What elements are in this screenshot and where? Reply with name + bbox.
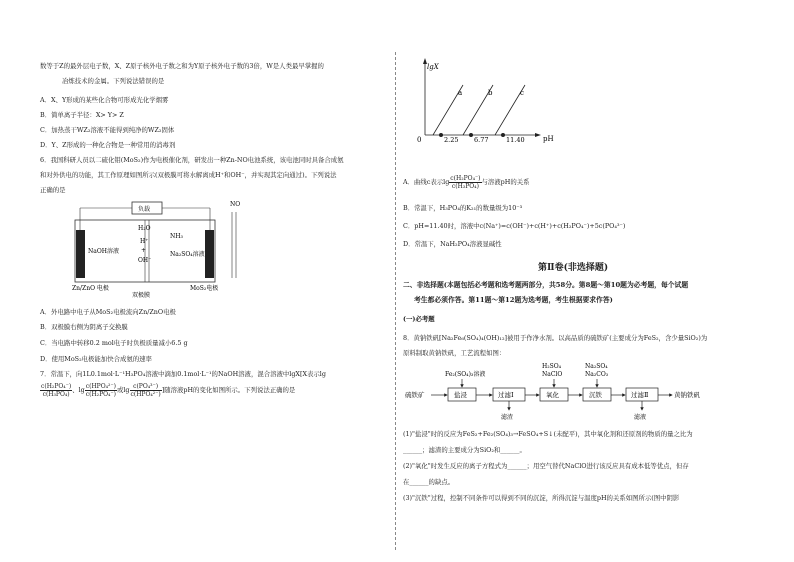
mos2-electrode <box>205 230 214 278</box>
section-instructions-2: 考生都必须作答。第11题～第12题为选考题，考生根据要求作答) <box>414 296 613 304</box>
label-na2so4: Na₂SO₄溶液 <box>170 251 205 258</box>
origin-label: 0 <box>417 136 422 144</box>
label-h2o: H₂O <box>138 225 151 232</box>
section-instructions-1: 二、非选择题(本题包括必考题和选考题两部分，共58分。第8题～第10题为必考题，每个试题 <box>403 281 689 289</box>
label-zn-electrode: Zn/ZnO 电极 <box>72 285 109 292</box>
point-3 <box>501 133 505 137</box>
column-divider <box>395 52 396 550</box>
part-ii-title: 第Ⅱ卷(非选择题) <box>538 263 609 273</box>
separator-2: 或lg <box>116 386 130 394</box>
flow-fe2so4-input: Fe₂(SO₄)₃溶液 <box>445 371 486 378</box>
label-no: NO <box>230 201 241 208</box>
y-axis-label: lgX <box>427 63 439 71</box>
flow-filter1: 过滤Ⅰ <box>498 391 514 399</box>
q7-option-c: C．pH=11.40时，溶液中c(Na⁺)=c(OH⁻)+c(H⁺)+c(H₂PO₄⁻)+5c(PO₄³⁻) <box>403 222 626 230</box>
q5-option-d: D．Y、Z形成的一种化合物是一种常用的消毒剂 <box>40 141 176 149</box>
series-c-label: c <box>520 89 524 97</box>
separator-1: 、lg <box>72 386 85 394</box>
flow-filtrate: 滤液 <box>634 414 647 421</box>
q6-option-a: A．外电路中电子从MoS₂电极流向Zn/ZnO电极 <box>40 308 176 316</box>
q8-stem-2: 原料制取黄钠铁矾，工艺流程如图： <box>403 349 506 357</box>
flow-naclo-input: NaClO <box>542 371 563 378</box>
q7a-prefix: A．曲线c表示lg <box>403 178 450 186</box>
q6-stem-2: 和对外供电的功能，其工作原理如图所示(双极膜可将水解离成H⁺和OH⁻，并实现其定向通过)。下列说法 <box>40 171 337 179</box>
intro-line-1: 数等于Z的最外层电子数，X、Z原子核外电子数之和为Y原子核外电子数的3倍，W是人类最早掌握的 <box>40 62 324 70</box>
flow-ore: 硫铁矿 <box>405 391 425 399</box>
tick-11-40: 11.40 <box>506 136 525 144</box>
flow-filter2: 过滤Ⅱ <box>631 391 649 399</box>
flow-residue: 滤渣 <box>501 414 514 421</box>
q7-option-b: B．常温下，H₃PO₄的K₂₁的数量级为10⁻³ <box>403 204 523 212</box>
process-flow-diagram <box>403 360 758 422</box>
series-a-label: a <box>458 89 463 97</box>
q6-option-b: B．双极膜右侧为阴离子交换膜 <box>40 323 128 331</box>
q8-part1-line-1: (1)"盐浸"时的反应为FeS₂+Fe₂(SO₄)₃→FeSO₄+S↓(未配平)，其中氧化剂和还原剂的物质的量之比为 <box>403 430 693 438</box>
label-hplus: H⁺ <box>140 238 149 245</box>
flow-na2so4-input: Na₂SO₄ <box>585 363 608 370</box>
series-b-label: b <box>488 89 493 97</box>
fraction-2: $\frac{\text{c(HPO₄²⁻)}}{\text{c(H₂PO₄⁻)}}$ <box>85 383 116 398</box>
point-1 <box>439 133 443 137</box>
tick-2-25: 2.25 <box>444 136 459 144</box>
q7-option-a <box>403 175 530 190</box>
q8-part1-line-2: ______；滤渣的主要成分为SiO₂和______。 <box>403 446 526 454</box>
q8-part2-line-1: (2)"氧化"时发生反应的离子方程式为______；用空气替代NaClO进行该反应具有成本低等优点，但存 <box>403 462 689 470</box>
label-bipolar-membrane: 双极膜 <box>132 292 151 298</box>
flow-leach: 盐浸 <box>454 391 467 399</box>
q6-stem-1: 6．我国科研人员以二硫化钼(MoS₂)作为电极催化剂，研发出一种Zn-NO电池系统，该电池同时具备合成氨 <box>40 156 344 164</box>
label-load: 负载 <box>138 206 151 213</box>
fraction-3: $\frac{\text{c(PO₄³⁻)}}{\text{c(HPO₄²⁻)}}$ <box>130 383 161 398</box>
x-axis-label: pH <box>543 135 554 143</box>
zn-electrode <box>76 230 85 278</box>
required-section-label: (一)必考题 <box>403 315 435 323</box>
fraction-1: $\frac{\text{c(H₂PO₄⁻)}}{\text{c(H₃PO₄)}}$ <box>41 383 72 398</box>
label-plus: + <box>141 247 147 254</box>
q8-stem-1: 8．黄钠铁矾[Na₂Fe₆(SO₄)₄(OH)₁₂]被用于作净水剂。以高品质的硫铁矿(主要成分为FeS₂，含少量SiO₂)为 <box>403 334 708 342</box>
flow-na2co3-input: Na₂CO₃ <box>585 371 609 378</box>
label-naoh: NaOH溶液 <box>88 248 119 255</box>
label-nh3: NH₃ <box>170 233 183 240</box>
q8-part2-line-2: 在______的缺点。 <box>403 478 455 486</box>
q5-option-c: C．加热蒸干WZ₂溶液不能得到纯净的WZ₂固体 <box>40 126 175 134</box>
flow-h2so4-input: H₂SO₄ <box>542 363 562 370</box>
q7-stem-1: 7．常温下，向1L0.1mol·L⁻¹H₃PO₄溶液中滴加0.1mol·L⁻¹的NaOH溶液，混合溶液中lgX[X表示lg <box>40 370 326 378</box>
q6-option-c: C．当电路中转移0.2 mol电子时负极质量减小6.5 g <box>40 339 188 347</box>
q7-stem-2 <box>40 383 295 398</box>
label-mos2-electrode: MoS₂电极 <box>190 285 219 292</box>
zn-no-battery-diagram <box>60 198 250 298</box>
point-2 <box>469 133 473 137</box>
tick-6-77: 6.77 <box>474 136 489 144</box>
flow-oxidation: 氧化 <box>546 391 559 399</box>
lgx-ph-graph <box>403 55 563 150</box>
q7-stem-tail: ]随溶液pH的变化如图所示。下列说法正确的是 <box>161 386 296 394</box>
intro-line-2: 冶炼技术的金属。下列说法错误的是 <box>62 77 165 85</box>
flow-precipitate: 沉铁 <box>589 391 602 399</box>
q7-option-d: D．常温下，NaH₂PO₄溶液显碱性 <box>403 240 502 248</box>
q6-stem-3: 正确的是 <box>40 186 66 194</box>
q5-option-b: B．简单离子半径：X> Y> Z <box>40 111 124 119</box>
flow-product: 黄钠铁矾 <box>674 391 700 399</box>
q5-option-a: A．X、Y形成的某些化合物可形成光化学烟雾 <box>40 96 169 104</box>
label-ohminus: OH⁻ <box>138 257 152 264</box>
q7a-fraction: $\frac{\text{c(H₂PO₄⁻)}}{\text{c(H₃PO₄)}}$ <box>450 175 481 190</box>
q8-part3-line-1: (3)"沉铁"过程，控制不同条件可以得到不同的沉淀，所得沉淀与温度pH的关系如图所示(图中阴影 <box>403 494 680 502</box>
q6-option-d: D．使用MoS₂电极能加快合成氨的速率 <box>40 355 152 363</box>
q7a-suffix: 与溶液pH的关系 <box>481 178 530 186</box>
